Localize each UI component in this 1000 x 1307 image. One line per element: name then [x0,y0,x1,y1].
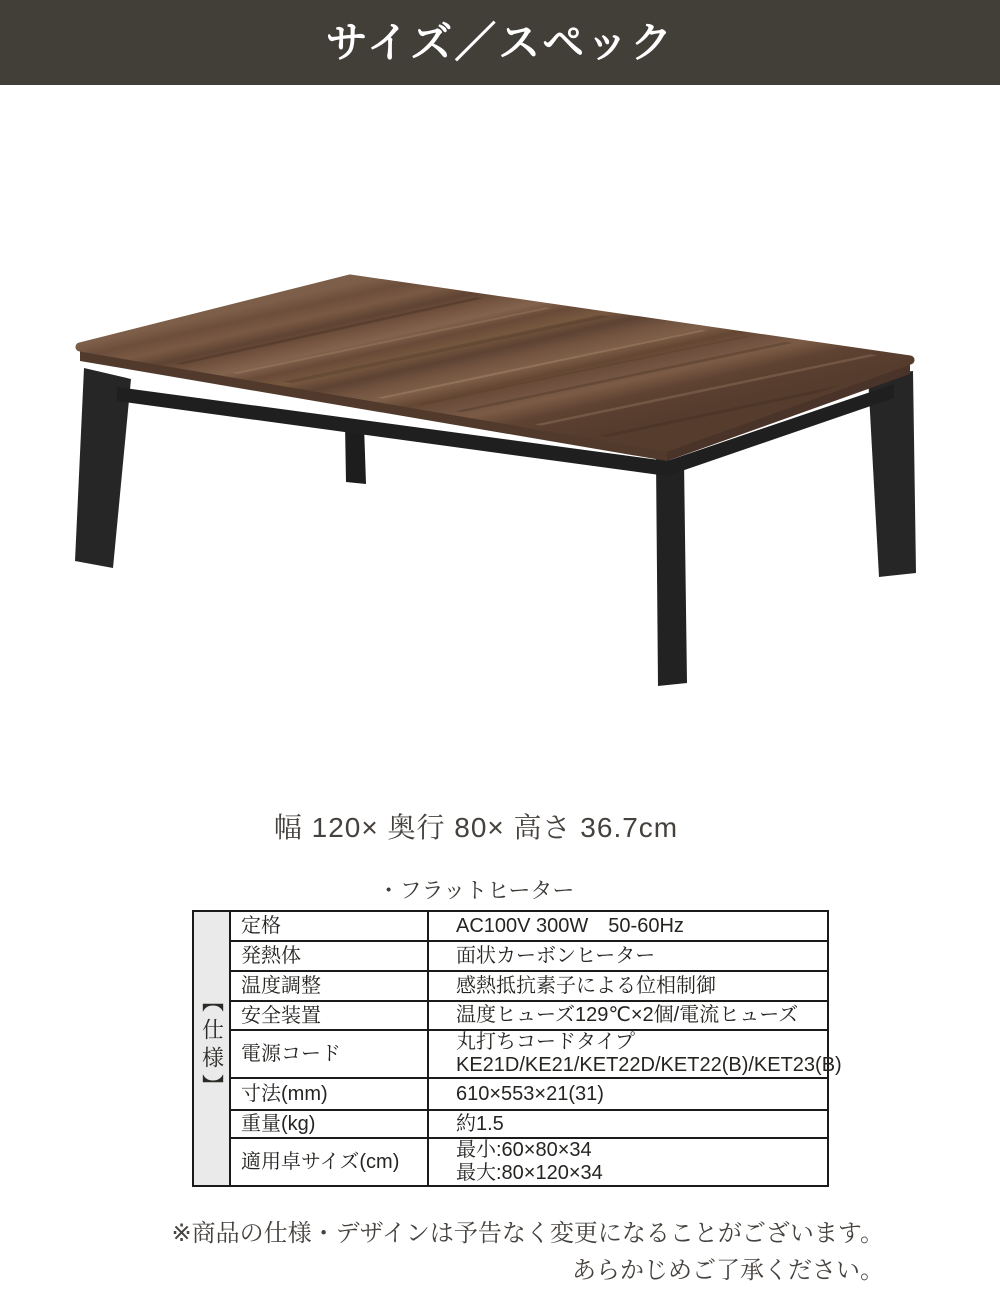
spec-value-line: AC100V 300W 50-60Hz [456,914,684,937]
spec-label: 電源コード [230,1030,428,1078]
spec-value [428,971,828,1001]
disclaimer [84,1215,884,1289]
spec-value [428,1110,828,1138]
spec-table [192,910,842,1187]
product-image [0,240,1000,710]
spec-label: 定格 [230,911,428,941]
disclaimer-line1: ※商品の仕様・デザインは予告なく変更になることがございます。 [171,1220,884,1247]
spec-value [428,911,828,941]
spec-row [193,911,828,941]
spec-table-wrap [192,910,842,1187]
spec-value [428,1001,828,1030]
spec-label: 発熱体 [230,941,428,971]
spec-value-line: 610×553×21(31) [456,1082,604,1105]
spec-value [428,1030,842,1078]
spec-value-line: 約1.5 [456,1112,504,1135]
spec-row [193,1001,828,1030]
spec-row [193,1138,828,1186]
spec-label: 重量(kg) [230,1110,428,1138]
spec-value-line: 最小:60×80×34 [456,1139,592,1161]
section-title: サイズ／スペック [325,18,675,66]
spec-value-line: 最大:80×120×34 [456,1162,603,1184]
spec-value-line: 感熱抵抗素子による位相制御 [456,974,716,997]
kotatsu-table-illustration [0,240,1000,710]
spec-value-line: 面状カーボンヒーター [456,944,656,967]
table-leg-front [656,459,687,686]
spec-label: 寸法(mm) [230,1078,428,1110]
spec-row [193,941,828,971]
spec-row [193,1030,828,1078]
spec-side-label: 【仕様】 [199,990,225,1102]
disclaimer-line2: あらかじめご了承ください。 [572,1257,884,1284]
spec-value [428,941,828,971]
heater-note: ・フラットヒーター [377,878,575,903]
spec-value-line: 温度ヒューズ129℃×2個/電流ヒューズ [456,1004,799,1026]
spec-value [428,1078,828,1110]
spec-side-label-cell [193,911,230,1186]
spec-label: 適用卓サイズ(cm) [230,1138,428,1186]
spec-value [428,1138,828,1186]
spec-label: 温度調整 [230,971,428,1001]
spec-value-line: KE21D/KE21/KET22D/KET22(B)/KET23(B) [456,1054,842,1076]
section-header [0,0,1000,85]
dimensions-text: 幅 120× 奥行 80× 高さ 36.7cm [273,812,679,843]
spec-row [193,1110,828,1138]
spec-label: 安全装置 [230,1001,428,1030]
spec-row [193,971,828,1001]
spec-value-line: 丸打ちコードタイプ [456,1031,635,1053]
spec-row [193,1078,828,1110]
